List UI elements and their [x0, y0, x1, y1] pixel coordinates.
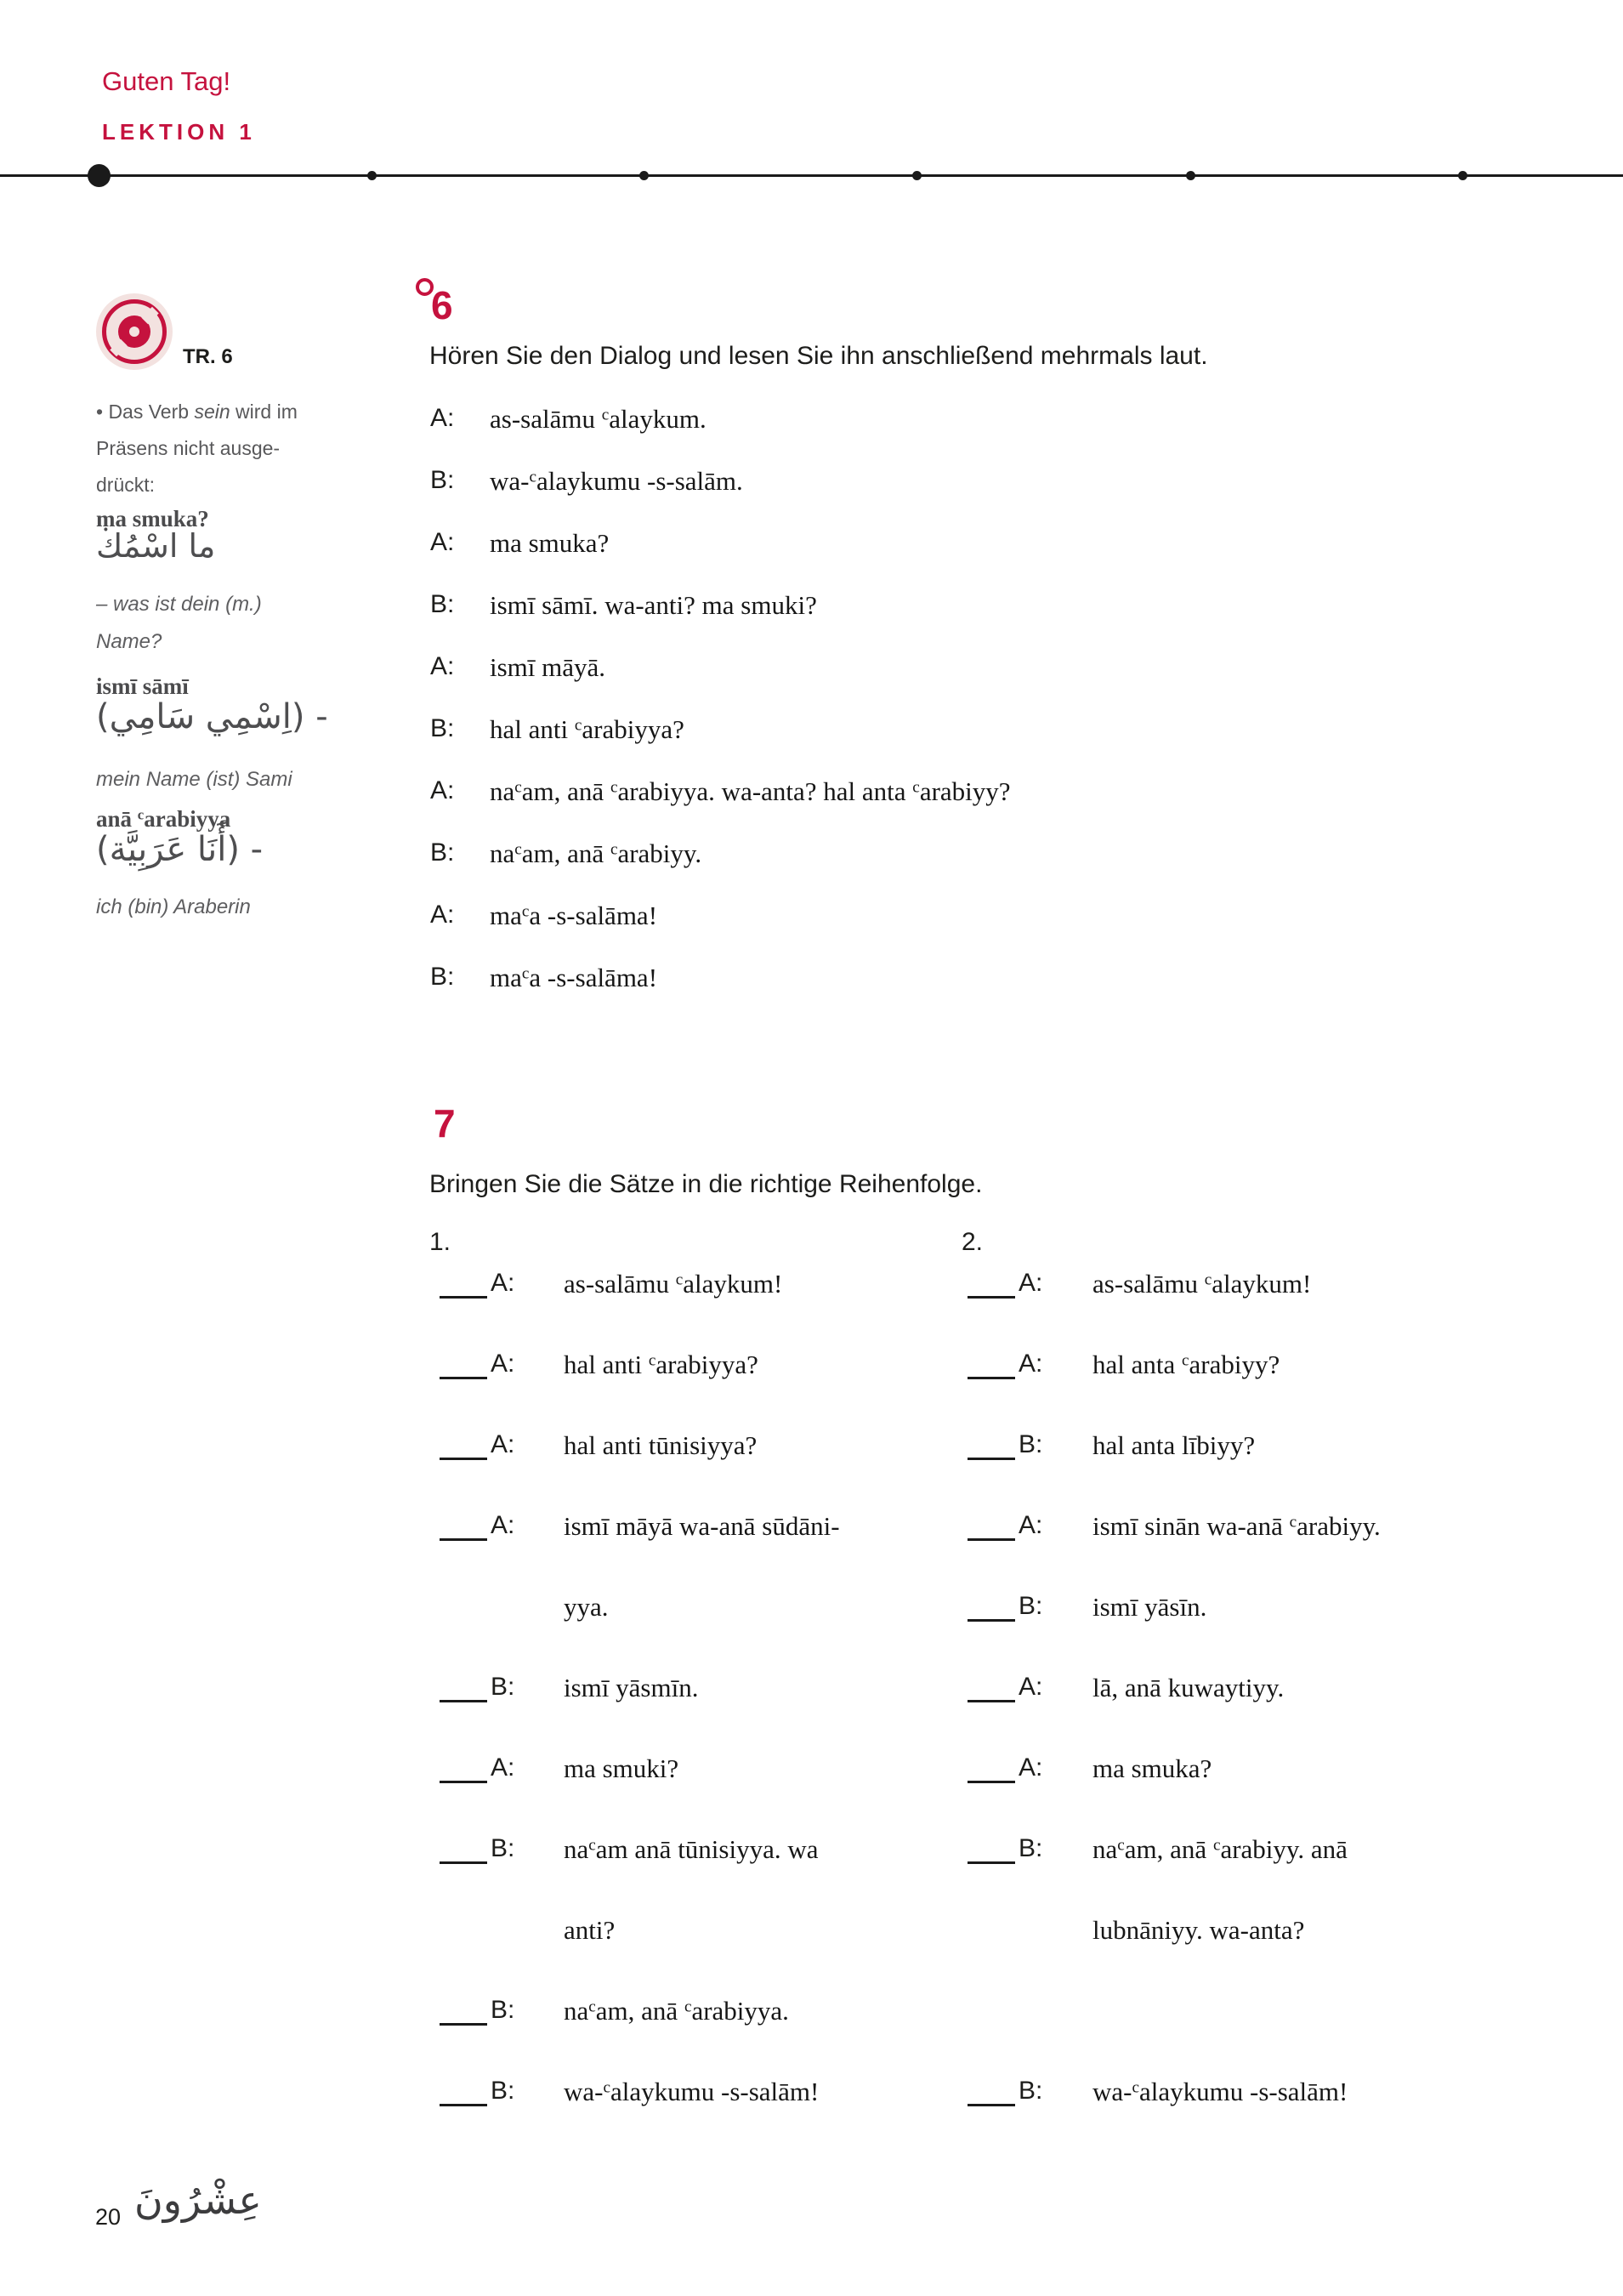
dialog-text: $ma^ca$ -s-salāma!	[490, 963, 658, 992]
sentence-text: ma smuka?	[1092, 1753, 1212, 1783]
speaker-label: B:	[491, 2077, 515, 2105]
vocab-arabic: (اِسْمِي سَامِي) -	[96, 697, 328, 736]
exercise7-number: 7	[434, 1101, 456, 1145]
speaker-label: B:	[430, 714, 455, 742]
note-text: • Das Verb	[96, 401, 195, 423]
exercise6-number: 6	[431, 283, 453, 327]
answer-blank[interactable]	[968, 1538, 1015, 1541]
header-rule	[0, 174, 1623, 177]
vocab-german: ich (bin) Araberin	[96, 895, 251, 918]
sentence-text: hal anta $^c$arabiyy?	[1092, 1350, 1280, 1379]
dialog-text: $na^cam$, anā $^c$arabiyy.	[490, 838, 702, 868]
chapter-title: Guten Tag!	[102, 66, 231, 96]
speaker-label: A:	[1019, 1269, 1043, 1297]
speaker-label: B:	[491, 1834, 515, 1862]
speaker-label: A:	[491, 1350, 515, 1378]
answer-blank[interactable]	[440, 1296, 487, 1299]
speaker-label: A:	[1019, 1673, 1043, 1701]
answer-blank[interactable]	[440, 2023, 487, 2026]
speaker-label: A:	[430, 776, 455, 804]
sentence-text-wrap: yya.	[564, 1592, 609, 1622]
vocab-german: Name?	[96, 630, 162, 653]
cd-disc-icon	[96, 293, 173, 370]
speaker-label: A:	[1019, 1753, 1043, 1782]
speaker-label: A:	[430, 404, 455, 432]
answer-blank[interactable]	[440, 1781, 487, 1783]
speaker-label: B:	[491, 1673, 515, 1701]
sentence-text-wrap: lubnāniyy. wa-anta?	[1092, 1915, 1305, 1945]
grammar-note	[96, 394, 385, 503]
sentence-text: ismī yāsīn.	[1092, 1592, 1207, 1622]
answer-blank[interactable]	[440, 1861, 487, 1864]
sentence-text: as-salāmu $^c$alaykum!	[1092, 1269, 1312, 1299]
speaker-label: B:	[430, 466, 455, 494]
sentence-text: hal anta lībiyy?	[1092, 1430, 1256, 1460]
sentence-text: ismī yāsmīn.	[564, 1673, 699, 1702]
answer-blank[interactable]	[440, 2104, 487, 2106]
sentence-text: ma smuki?	[564, 1753, 679, 1783]
dialog-text: ma smuka?	[490, 528, 610, 558]
speaker-label: A:	[430, 528, 455, 556]
answer-blank[interactable]	[968, 2104, 1015, 2106]
dialog-text: $ma^ca$ -s-salāma!	[490, 901, 658, 930]
audio-track-label: TR. 6	[183, 345, 233, 368]
speaker-label: A:	[1019, 1511, 1043, 1539]
speaker-label: A:	[491, 1753, 515, 1782]
answer-blank[interactable]	[968, 1781, 1015, 1783]
speaker-label: A:	[430, 901, 455, 929]
page-number: 20	[95, 2204, 122, 2230]
speaker-label: B:	[491, 1996, 515, 2024]
dialog-text: ismī sāmī. wa-anti? ma smuki?	[490, 590, 817, 620]
page-number-arabic: عِشْرُونَ	[134, 2177, 262, 2223]
note-italic-word: sein	[194, 401, 230, 423]
speaker-label: B:	[1019, 1834, 1043, 1862]
answer-blank[interactable]	[440, 1458, 487, 1460]
exercise6-instruction: Hören Sie den Dialog und lesen Sie ihn anschließend mehrmals laut.	[429, 342, 1208, 370]
rule-dot	[639, 171, 649, 180]
rule-dot	[912, 171, 922, 180]
note-text: drückt:	[96, 474, 156, 496]
sentence-text: $na^cam$, anā $^c$arabiyy. anā	[1092, 1834, 1348, 1864]
answer-blank[interactable]	[440, 1700, 487, 1702]
rule-dot	[1458, 171, 1467, 180]
sentence-text-wrap: anti?	[564, 1915, 616, 1945]
column2-heading: 2.	[962, 1228, 984, 1256]
dialog-text: as-salāmu $^c$alaykum.	[490, 404, 707, 434]
dialog-text: hal anti $^c$arabiyya?	[490, 714, 684, 744]
sentence-text: ismī māyā wa-anā sūdāni-	[564, 1511, 840, 1541]
speaker-label: B:	[1019, 1430, 1043, 1458]
answer-blank[interactable]	[968, 1619, 1015, 1622]
vocab-translit: anā $^c$arabiyya	[96, 806, 231, 832]
column1-heading: 1.	[429, 1228, 451, 1256]
note-text: Präsens nicht ausge-	[96, 437, 281, 459]
sentence-text: ismī sinān wa-anā $^c$arabiyy.	[1092, 1511, 1381, 1541]
speaker-label: A:	[491, 1511, 515, 1539]
vocab-german: mein Name (ist) Sami	[96, 768, 292, 791]
exercise7-instruction: Bringen Sie die Sätze in die richtige Reihenfolge.	[429, 1170, 983, 1198]
speaker-label: B:	[430, 838, 455, 867]
speaker-label: A:	[430, 652, 455, 680]
vocab-translit: ismī sāmī	[96, 673, 189, 699]
sentence-text: wa-$^c$alaykumu -s-salām!	[1092, 2077, 1348, 2106]
sentence-text: hal anti tūnisiyya?	[564, 1430, 758, 1460]
vocab-arabic: (أَنَا عَرَبِيَّة) -	[96, 830, 264, 869]
sentence-text: as-salāmu $^c$alaykum!	[564, 1269, 783, 1299]
speaker-label: A:	[1019, 1350, 1043, 1378]
rule-dot	[1186, 171, 1195, 180]
sentence-text: $na^cam$, anā $^c$arabiyya.	[564, 1996, 789, 2026]
answer-blank[interactable]	[968, 1700, 1015, 1702]
speaker-label: A:	[491, 1430, 515, 1458]
speaker-label: B:	[1019, 1592, 1043, 1620]
dialog-text: $na^cam$, anā $^c$arabiyya. wa-anta? hal anta $^c$arabiyy?	[490, 776, 1011, 806]
rule-dot-large	[88, 164, 111, 187]
sentence-text: $na^cam$ anā tūnisiyya. wa	[564, 1834, 819, 1864]
sentence-text: hal anti $^c$arabiyya?	[564, 1350, 758, 1379]
speaker-label: B:	[1019, 2077, 1043, 2105]
answer-blank[interactable]	[968, 1458, 1015, 1460]
vocab-translit: ṃa smuka?	[96, 506, 209, 531]
lesson-label: LEKTION 1	[102, 119, 256, 145]
answer-blank[interactable]	[440, 1538, 487, 1541]
dialog-text: ismī māyā.	[490, 652, 606, 682]
sentence-text: lā, anā kuwaytiyy.	[1092, 1673, 1285, 1702]
answer-blank[interactable]	[968, 1296, 1015, 1299]
answer-blank[interactable]	[968, 1377, 1015, 1379]
vocab-german: – was ist dein (m.)	[96, 593, 262, 616]
sentence-text: wa-$^c$alaykumu -s-salām!	[564, 2077, 820, 2106]
answer-blank[interactable]	[440, 1377, 487, 1379]
dialog-text: wa-$^c$alaykumu -s-salām.	[490, 466, 743, 496]
rule-dot	[367, 171, 377, 180]
note-text: wird im	[230, 401, 298, 423]
speaker-label: B:	[430, 590, 455, 618]
speaker-label: B:	[430, 963, 455, 991]
vocab-arabic: ما اسْمُك	[96, 527, 216, 565]
speaker-label: A:	[491, 1269, 515, 1297]
answer-blank[interactable]	[968, 1861, 1015, 1864]
